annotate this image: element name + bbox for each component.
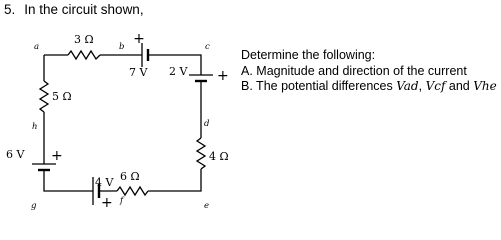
node-label-d: d — [204, 119, 210, 129]
problem-statement: In the circuit shown, — [24, 2, 144, 17]
resistor-6ohm-label: 6 Ω — [120, 170, 140, 183]
task-item-b-prefix: B. The potential differences — [241, 79, 397, 93]
resistor-3ohm-label: 3 Ω — [74, 33, 94, 46]
node-label-a: a — [34, 42, 40, 52]
battery-2v-label: 2 V — [169, 65, 188, 78]
wire-right-bottom — [148, 169, 201, 191]
node-label-g: g — [31, 201, 37, 211]
var-vhe: Vhe — [473, 79, 497, 93]
task-intro: Determine the following: — [241, 48, 376, 62]
battery-7v-plus-sign: + — [133, 31, 145, 47]
node-label-b: b — [119, 42, 125, 52]
resistor-5ohm — [40, 81, 48, 112]
battery-6v-plus-sign: + — [51, 148, 63, 164]
circuit-diagram — [0, 0, 230, 214]
problem-number: 5. — [4, 2, 16, 17]
battery-4v-plus-sign: + — [101, 195, 113, 211]
resistor-6ohm — [117, 187, 148, 195]
task-list — [241, 48, 497, 95]
node-label-c: c — [205, 42, 210, 52]
battery-4v-label: 4 V — [95, 176, 114, 189]
wire-bottom-left — [44, 170, 93, 191]
task-item-a: A. Magnitude and direction of the current — [241, 63, 467, 78]
resistor-5ohm-label: 5 Ω — [52, 90, 72, 103]
node-label-h: h — [32, 122, 38, 132]
node-label-f: f — [120, 196, 124, 206]
var-vad: Vad — [396, 79, 419, 93]
battery-6v-label: 6 V — [6, 148, 25, 161]
node-label-e: e — [204, 201, 210, 211]
resistor-4ohm-label: 4 Ω — [209, 150, 229, 163]
and-word: and — [448, 79, 470, 93]
battery-2v-plus-sign: + — [217, 68, 229, 84]
battery-7v-label: 7 V — [129, 66, 148, 79]
var-vcf: Vcf — [425, 79, 446, 93]
task-item-b: B. The potential differences Vad, Vcf and Vhe — [241, 79, 497, 93]
resistor-3ohm — [68, 51, 100, 59]
resistor-4ohm — [197, 138, 205, 169]
